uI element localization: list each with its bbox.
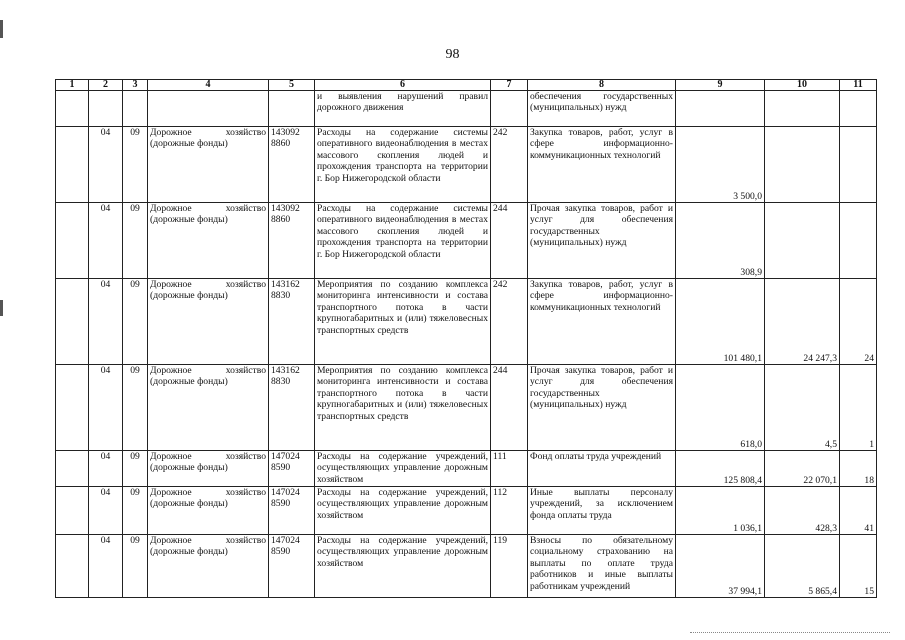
cell-section-name: Дорожное хозяйство (дорожные фонды) [148,127,269,203]
cell-section-name: Дорожное хозяйство (дорожные фонды) [148,487,269,535]
column-header: 8 [528,80,676,91]
cell-target-article: 143162 8830 [269,279,315,365]
cell-subsection-code: 09 [123,127,148,203]
cell-expense-description: Мероприятия по созданию комплекса мониторинга интенсивности и состава транспортного потока в части крупногабаритных и (или) тяжеловесных транспортных средств [315,365,491,451]
cell-section-name: Дорожное хозяйство (дорожные фонды) [148,365,269,451]
cell-amount-executed: 24 247,3 [765,279,840,365]
cell-target-article: 147024 8590 [269,535,315,598]
cell-expense-description: Мероприятия по созданию комплекса мониторинга интенсивности и состава транспортного потока в части крупногабаритных и (или) тяжеловесных транспортных средств [315,279,491,365]
table-row [56,365,877,451]
cell-section-code: 04 [89,127,123,203]
cell-expense-type-name: Прочая закупка товаров, работ и услуг для обеспечения государственных (муниципальных) нужд [528,365,676,451]
cell-amount-executed: 5 865,4 [765,535,840,598]
column-header: 5 [269,80,315,91]
cell-expense-type-code [491,91,528,127]
cell-col1-blank [56,451,89,487]
cell-col1-blank [56,487,89,535]
cell-subsection-code: 09 [123,279,148,365]
column-header: 2 [89,80,123,91]
cell-amount-planned: 125 808,4 [676,451,765,487]
cell-expense-type-code: 242 [491,127,528,203]
cell-expense-description: Расходы на содержание учреждений, осуществляющих управление дорожным хозяйством [315,487,491,535]
cell-expense-type-name: Закупка товаров, работ, услуг в сфере информационно-коммуникационных технологий [528,279,676,365]
cell-amount-executed: 428,3 [765,487,840,535]
cell-section-code [89,91,123,127]
cell-amount-planned: 1 036,1 [676,487,765,535]
cell-target-article: 147024 8590 [269,487,315,535]
table-header-row [56,80,877,91]
cell-amount-planned: 37 994,1 [676,535,765,598]
cell-amount-executed: 22 070,1 [765,451,840,487]
cell-expense-description: и выявления нарушений правил дорожного движения [315,91,491,127]
cell-col1-blank [56,279,89,365]
cell-expense-type-name: Иные выплаты персоналу учреждений, за исключением фонда оплаты труда [528,487,676,535]
cell-section-code: 04 [89,279,123,365]
cell-subsection-code [123,91,148,127]
cell-percent: 15 [840,535,877,598]
table-row [56,127,877,203]
cell-section-code: 04 [89,365,123,451]
cell-expense-type-code: 112 [491,487,528,535]
cell-section-code: 04 [89,203,123,279]
column-header: 9 [676,80,765,91]
cell-expense-type-code: 244 [491,203,528,279]
page-number: 98 [445,47,460,62]
cell-target-article: 143092 8860 [269,203,315,279]
table-row [56,451,877,487]
cell-expense-type-name: Закупка товаров, работ, услуг в сфере информационно-коммуникационных технологий [528,127,676,203]
cell-amount-planned: 3 500,0 [676,127,765,203]
cell-amount-planned: 308,9 [676,203,765,279]
cell-target-article: 147024 8590 [269,451,315,487]
cell-amount-executed [765,203,840,279]
table-row [56,91,877,127]
cell-target-article: 143162 8830 [269,365,315,451]
cell-amount-executed [765,91,840,127]
cell-section-name [148,91,269,127]
cell-section-name: Дорожное хозяйство (дорожные фонды) [148,203,269,279]
cell-col1-blank [56,535,89,598]
cell-percent [840,127,877,203]
cell-amount-planned: 101 480,1 [676,279,765,365]
cell-col1-blank [56,203,89,279]
cell-subsection-code: 09 [123,535,148,598]
cell-subsection-code: 09 [123,203,148,279]
cell-percent [840,91,877,127]
cell-percent: 18 [840,451,877,487]
cell-percent: 41 [840,487,877,535]
column-header: 7 [491,80,528,91]
table-row [56,279,877,365]
table-row [56,535,877,598]
cell-expense-type-code: 244 [491,365,528,451]
cell-subsection-code: 09 [123,365,148,451]
scan-edge-mark [0,20,3,38]
column-header: 1 [56,80,89,91]
column-header: 3 [123,80,148,91]
cell-expense-type-code: 242 [491,279,528,365]
cell-expense-description: Расходы на содержание учреждений, осуществляющих управление дорожным хозяйством [315,451,491,487]
cell-section-code: 04 [89,535,123,598]
cell-expense-type-name: Прочая закупка товаров, работ и услуг для обеспечения государственных (муниципальных) нужд [528,203,676,279]
cell-amount-executed: 4,5 [765,365,840,451]
cell-col1-blank [56,91,89,127]
table-row [56,203,877,279]
cell-expense-type-name: Фонд оплаты труда учреждений [528,451,676,487]
cell-target-article: 143092 8860 [269,127,315,203]
cell-expense-description: Расходы на содержание системы оперативного видеонаблюдения в местах массового скопления людей и прохождения транспорта на территории г. Бор Нижегородской области [315,127,491,203]
cell-percent: 24 [840,279,877,365]
budget-table [55,79,877,598]
scan-edge-mark [0,300,3,316]
cell-target-article [269,91,315,127]
cell-amount-planned: 618,0 [676,365,765,451]
cell-subsection-code: 09 [123,451,148,487]
cell-section-name: Дорожное хозяйство (дорожные фонды) [148,451,269,487]
cell-amount-executed [765,127,840,203]
cell-percent: 1 [840,365,877,451]
cell-expense-type-code: 119 [491,535,528,598]
cell-expense-description: Расходы на содержание учреждений, осуществляющих управление дорожным хозяйством [315,535,491,598]
scan-footer-line [690,632,890,634]
table-row [56,487,877,535]
cell-expense-type-name: Взносы по обязательному социальному страхованию на выплаты по оплате труда работников и иные выплаты работникам учреждений [528,535,676,598]
cell-section-name: Дорожное хозяйство (дорожные фонды) [148,279,269,365]
cell-section-code: 04 [89,451,123,487]
cell-subsection-code: 09 [123,487,148,535]
column-header: 4 [148,80,269,91]
column-header: 11 [840,80,877,91]
cell-section-code: 04 [89,487,123,535]
cell-amount-planned [676,91,765,127]
cell-percent [840,203,877,279]
cell-expense-type-code: 111 [491,451,528,487]
column-header: 10 [765,80,840,91]
cell-section-name: Дорожное хозяйство (дорожные фонды) [148,535,269,598]
cell-expense-description: Расходы на содержание системы оперативного видеонаблюдения в местах массового скопления людей и прохождения транспорта на территории г. Бор Нижегородской области [315,203,491,279]
cell-col1-blank [56,365,89,451]
cell-expense-type-name: обеспечения государственных (муниципальных) нужд [528,91,676,127]
column-header: 6 [315,80,491,91]
cell-col1-blank [56,127,89,203]
